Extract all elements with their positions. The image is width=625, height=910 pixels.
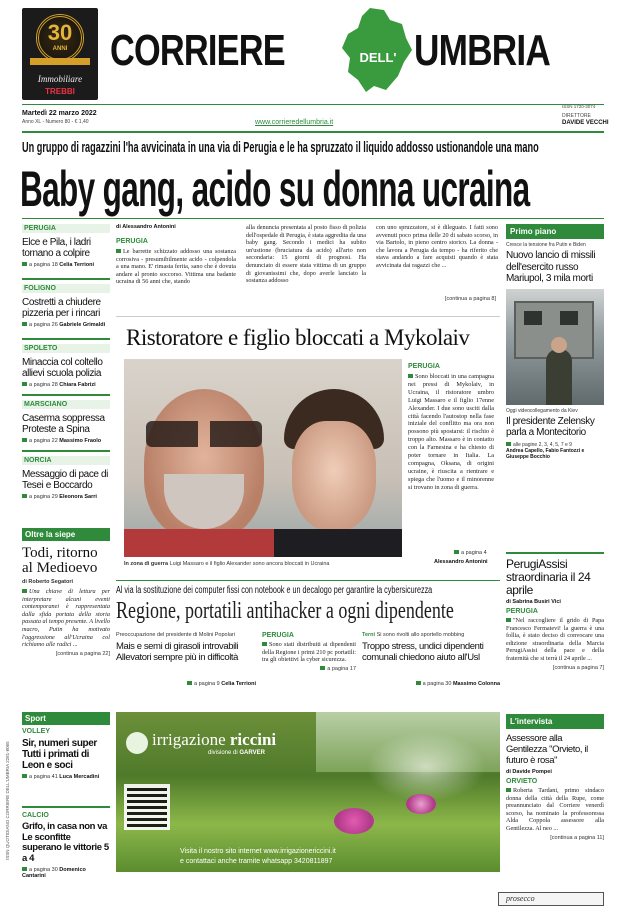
story-author: di Davide Pompei (506, 769, 552, 775)
son-face-icon (292, 421, 376, 531)
company-name-2: TREBBI (45, 87, 75, 96)
brief-ref: a pagina 29 Eleonora Sarri (22, 494, 110, 500)
bottom-brand: prosecco (506, 894, 535, 903)
section-label: SPOLETO (22, 344, 110, 353)
issue-date: Martedì 22 marzo 2022 (22, 110, 97, 117)
primo-piano-title-2: Il presidente Zelensky parla a Montecitorio (506, 415, 595, 438)
brief-title: Grifo, in casa non va Le sconfitte superano le vittorie 5 a 4 (22, 821, 109, 864)
story-headline: Ristoratore e figlio bloccati a Mykolaiv (126, 325, 470, 350)
brief-title: Caserma soppressa Proteste a Spina (22, 413, 105, 435)
website-link[interactable]: www.corrieredellumbria.it (255, 119, 334, 126)
section-label: MARSCIANO (22, 400, 110, 409)
masthead-mid: DELL' (359, 50, 397, 65)
perugia-assisi[interactable] (506, 558, 604, 671)
story-ref: a pagina 9 Celia Terrioni (116, 681, 256, 687)
brief-title: Sir, numeri super Tutti i primati di Leon e soci (22, 738, 97, 771)
section-banner: Primo piano (506, 224, 604, 239)
caption: Oggi videocollegamento da Kiev (506, 407, 578, 414)
intervista[interactable] (506, 714, 604, 841)
photo-soldier (506, 289, 604, 405)
photo-caption: In zona di guerra Luigi Massaro e il figlio Alexander sono ancora bloccati in Ucraina (124, 561, 330, 567)
section-banner: L'intervista (506, 714, 604, 729)
story-title: Mais e semi di girasoli introvabili Allevatori sempre più in difficoltà (116, 641, 239, 663)
brief-ref: a pagina 28 Chiara Fabrizi (22, 382, 110, 388)
ribbon (30, 58, 90, 65)
masthead-rule-2 (22, 131, 604, 133)
sidebar-item-foligno[interactable] (22, 284, 110, 340)
masthead-left: CORRIERE (110, 26, 285, 75)
regione-story[interactable] (262, 632, 356, 672)
section-banner: Sport (22, 712, 110, 725)
story-author: Alessandro Antonini (434, 559, 488, 565)
section-label: PERUGIA (22, 224, 110, 233)
kicker: Terni Si sono rivolti allo sportello mobbing (362, 632, 465, 638)
drop-icon (126, 732, 148, 754)
primo-piano-rule (506, 552, 604, 554)
ad-brand: irrigazione riccini (152, 730, 277, 749)
flowers-icon-2 (406, 794, 436, 814)
section-label: PERUGIA (506, 608, 538, 615)
main-kicker: Un gruppo di ragazzini l'ha avvicinata in una via di Perugia e le ha spruzzato il liquido addosso ustionandole una mano (22, 139, 539, 156)
sidebar-item-spoleto[interactable] (22, 344, 110, 396)
section-banner: Oltre la siepe (22, 528, 110, 541)
story-author: di Sabrina Busiri Vici (506, 599, 561, 605)
sidebar-item-marsciano[interactable] (22, 400, 110, 452)
son-shirt (274, 529, 402, 557)
primo-piano[interactable] (506, 224, 604, 554)
headline-rule (22, 218, 604, 219)
regione-headline[interactable]: Regione, portatili antihacker a ogni dipendente (116, 598, 454, 624)
continue-ref: [continua a pagina 8] (444, 296, 496, 302)
story-ref: a pagina 17 (262, 666, 356, 672)
brief-title: Minaccia col coltello allievi scuola polizia (22, 357, 103, 379)
trebbi-ad[interactable] (22, 8, 98, 100)
ad-line-1: Visita il nostro sito internet www.irrigazionericcini.it (180, 848, 336, 855)
section-label: PERUGIA (408, 363, 440, 370)
brief-title: Costretti a chiudere pizzeria per i rincari (22, 297, 101, 319)
section-label: VOLLEY (22, 728, 51, 735)
sport-item-volley[interactable] (22, 728, 110, 808)
article-author: di Alessandro Antonini (116, 224, 176, 230)
brief-ref: a pagina 30 Domenico Cantarini (22, 867, 86, 879)
brief-ref: a pagina 26 Gabriele Grimaldi (22, 322, 110, 328)
issn: ISSN 1720-3074 (562, 104, 596, 109)
continue-ref: [continua a pagina 22] (55, 650, 110, 657)
flowers-icon (334, 808, 374, 834)
badge-number: 30 (47, 20, 73, 45)
column-text: Una chiave di lettura per interpretare alcuni eventi contemporanei è rappresentata dalla sfida portata della storia passata al tempo presente. A livello macro, Putin ha motivato l'aggressione all'Ucraina col richiamo alle radici ... (22, 588, 110, 649)
water-spray (366, 732, 486, 802)
sport-section (22, 712, 110, 879)
section-label: ORVIETO (506, 778, 538, 785)
story-text: Sono stati distribuiti ai dipendenti della Regione i primi 210 pc portatili: tra gli obiettivi la cyber sicurezza. (262, 641, 356, 664)
terni-story[interactable] (362, 632, 500, 687)
sport-item-calcio[interactable] (22, 812, 110, 879)
kicker: Cresce la tensione fra Putin e Biden (506, 242, 586, 248)
photo-father-son (124, 359, 402, 557)
issue-number: Anno XL - Numero 80 - € 1,40 (22, 119, 89, 125)
primo-piano-ref: alle pagine 2, 3, 4, 5, 7 e 9 (506, 442, 604, 448)
primo-piano-title: Nuovo lancio di missili dell'esercito russo Mariupol, 3 mila morti (506, 250, 596, 284)
primo-piano-authors: Andrea Capello, Fabio Fantozzi e Giuseppe Bocchio (506, 447, 585, 460)
continue-ref: [continua a pagina 11] (550, 834, 604, 841)
section-label: FOLIGNO (22, 284, 110, 293)
story-text: Sono bloccati in una campagna nei pressi di Mykolaiv, in Ucraina, il ristoratore umbro Luigi Massaro e il figlio 17enne Alexander. I due sono usciti dalla città facendo l'autostop nella fase iniziale del conflitto ma ora non possono più spostarsi: il rischio è troppo alto. Massaro è in contatto con la Farnesina e ha chiesto di poter tornare in Italia. La compagna, Oksana, di origini ucraine, è riuscita a rientrare e spiega che l'uomo e il minorenne si trovano in zona di guerra. (408, 373, 494, 491)
brief-title: Messaggio di pace di Tesei e Boccardo (22, 469, 108, 491)
column-title: Todi, ritorno al Medioevo (22, 545, 98, 576)
story-text: "Nel raccogliere il grido di Papa Francesco Fermatevi! la guerra è una follia, è stato deciso di convocare una edizione straordinaria della Marcia PerugiAssisi della pace e della fraternità che si terrà il 24 aprile ... (506, 617, 604, 662)
masthead-right: UMBRIA (414, 26, 550, 75)
sidebar-left (22, 224, 110, 512)
story-text: Roberta Tardani, primo sindaco donna della città della Rupe, come preannunciato dal Corriere venerdì scorso, ha nominato la professoressa Alda Coppola assessore alla Gentilezza. Al neo ... (506, 787, 604, 832)
story-title: Troppo stress, undici dipendenti comunali chiedono aiuto all'Usl (362, 641, 484, 663)
regione-rule (116, 580, 500, 581)
section-label: NORCIA (22, 456, 110, 465)
story-title: PerugiAssisi straordinaria il 24 aprile (506, 557, 591, 597)
qr-code-icon[interactable] (124, 784, 170, 830)
director-label: DIRETTORE (562, 113, 591, 119)
window (560, 311, 578, 325)
side-code: ISSN QUOTIDIANO CORRIERE DELL'UMBRIA 2281-8065 (5, 741, 10, 860)
continue-ref: [continua a pagina 7] (552, 664, 604, 671)
ad-sub: divisione di GARVER (208, 750, 265, 756)
sidebar-item-norcia[interactable] (22, 456, 110, 512)
soldier-head (551, 337, 567, 353)
brief-title: Elce e Pila, i ladri tornano a colpire (22, 237, 91, 259)
story-title: Assessore alla Gentilezza "Orvieto, il futuro è rosa" (506, 733, 588, 766)
brief-ref: a pagina 41 Luca Mercadini (22, 774, 110, 780)
column-author: di Roberto Segatori (22, 579, 74, 585)
irrigazione-ad[interactable] (116, 712, 500, 872)
glasses-icon (146, 421, 262, 447)
badge-word: ANNI (52, 46, 68, 52)
mykolaiv-story[interactable] (116, 316, 500, 574)
main-article[interactable] (116, 224, 500, 312)
article-col-3: con uno spruzzatore, si è dileguato. I fatti sono avvenuti poco prima delle 20 di sabato scorso, in via Bartolo, in pieno centro storico. La donna - che lavora a Perugia da tempo - ha riferito che stava andando a fare acquisti quando è stata avvicinata dai ragazzi che ... (376, 224, 498, 269)
mais-story[interactable] (116, 632, 256, 687)
soldier-icon (546, 349, 572, 405)
oltre-la-siepe[interactable] (22, 528, 110, 657)
kicker: Preoccupazione del presidente di Molini Popolari (116, 632, 235, 638)
section-label: CALCIO (22, 812, 49, 819)
section-label: PERUGIA (262, 632, 294, 639)
story-ref: a pagina 30 Massimo Colonna (362, 681, 500, 687)
window (524, 311, 542, 325)
regione-kicker: Al via la sostituzione dei computer fissi con notebook e un decalogo per garantire la cybersicurezza (116, 585, 433, 596)
brief-ref: a pagina 18 Celia Terrioni (22, 262, 110, 268)
article-col-2: alla denuncia presentata al posto fisso di polizia dell'ospedale di Perugia, è stata aggredita da una baby gang. Secondo i medici ha subito un'ustione (bruciatura da acido) all'arto non secondaria: 15 giorni di prognosi. Ha denunciato di essere stata vittima di un gruppo di giovanissimi che, dopo averle lanciato la sostanza addosso (246, 224, 367, 285)
company-name: Immobiliare (37, 74, 83, 84)
article-col-1: Le barrette schizzato addosso una sostanza corrosiva - presumibilmente acido - colpendola a una mano. E' rimasta ferita, sano che è dovuta andare al pronto soccorso. Vittima una badante ucraina di 56 anni che, stando (116, 248, 236, 286)
director-name: DAVIDE VECCHI (562, 120, 609, 126)
main-headline[interactable]: Baby gang, acido su donna ucraina (20, 161, 530, 217)
section-label: PERUGIA (116, 238, 148, 245)
masthead-rule (22, 104, 604, 105)
ad-line-2: e contattaci anche tramite whatsapp 3420811897 (180, 858, 333, 865)
sidebar-item-perugia[interactable] (22, 224, 110, 280)
brief-ref: a pagina 22 Massimo Fraolo (22, 438, 110, 444)
story-ref: a pagina 4 (454, 550, 487, 556)
father-shirt (124, 529, 284, 557)
